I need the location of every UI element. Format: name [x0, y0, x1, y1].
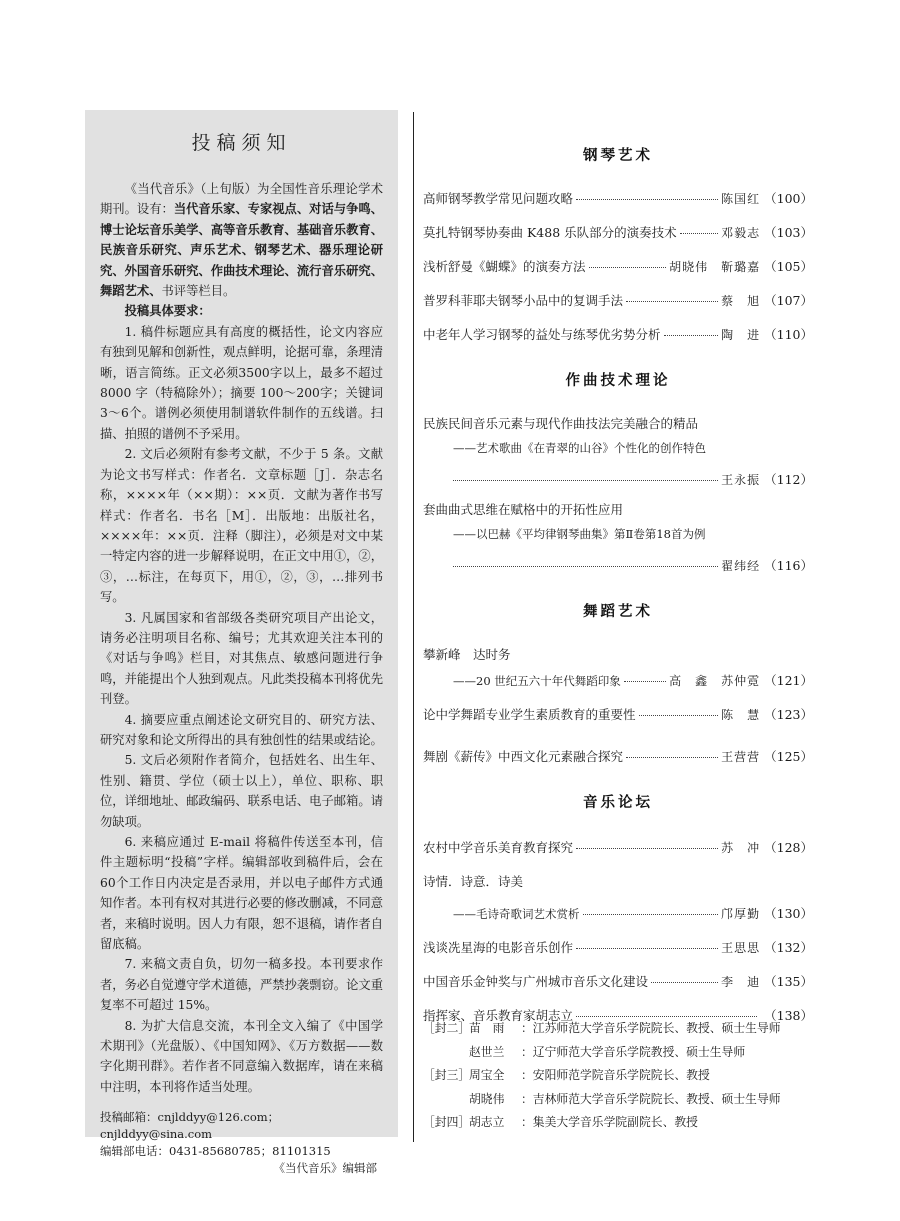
- toc-entry[interactable]: [423, 325, 813, 343]
- entry-author: 苏 冲: [721, 841, 761, 855]
- toc-entry[interactable]: [423, 705, 813, 723]
- cover-label: ［封四］: [423, 1115, 471, 1129]
- cover-label: ［封二］: [423, 1021, 471, 1035]
- entry-author: 胡晓伟 靳璐嘉: [669, 260, 761, 274]
- entry-title: 浅析舒曼《蝴蝶》的演奏方法: [423, 259, 586, 274]
- leader-dots: [626, 757, 718, 758]
- rule-7: 7. 来稿文责自负，切勿一稿多投。本刊要求作者，务必自觉遵守学术道德，严禁抄袭剽窃。论文重复率不可超过 15%。: [100, 957, 383, 1013]
- toc-entry[interactable]: [423, 938, 813, 956]
- entry-title: 浅谈冼星海的电影音乐创作: [423, 940, 574, 955]
- rule-2: 2. 文后必须附有参考文献，不少于 5 条。文献为论文书写样式：作者名．文章标题［J］．杂志名称，××××年（××期）：××页．文献为著作书写样式：作者名．书名［M］．出版地：出版社名，××××年：××页．注释（脚注），必须是对文中某一特定内容的进一步解释说明，在正文中用①，②，③，…标注，在每页下，用①，②，③，…排列书写。: [100, 447, 383, 605]
- cover-credit-line: [423, 1064, 781, 1088]
- leader-dots: [626, 301, 718, 302]
- cover-name: 苗 雨: [469, 1021, 505, 1035]
- phone-line: 编辑部电话：0431-85680785；81101315: [100, 1144, 331, 1159]
- toc-entry[interactable]: [423, 556, 813, 574]
- email-line: 投稿邮箱：cnjlddyy@126.com；cnjlddyy@sina.com: [100, 1110, 280, 1142]
- rule-5: 5. 文后必须附作者简介，包括姓名、出生年、性别、籍贯、学位（硕士以上），单位、职称、职位，详细地址、邮政编码、联系电话、电子邮箱。请勿缺项。: [100, 753, 383, 829]
- leader-dots: [589, 267, 667, 268]
- entry-page: （132）: [764, 940, 813, 955]
- contact-info: [100, 1109, 383, 1177]
- intro-text: 《当代音乐》（上旬版）为全国性音乐理论学术期刊。设有：: [100, 182, 383, 217]
- toc-entry[interactable]: [423, 470, 813, 488]
- entry-title: 舞剧《薪传》中西文化元素融合探究: [423, 749, 624, 764]
- entry-page: （138）: [764, 1008, 813, 1023]
- entry-subtitle: ——20 世纪五六十年代舞蹈印象: [453, 674, 621, 688]
- leader-dots: [576, 948, 718, 949]
- entry-page: （112）: [764, 472, 813, 487]
- toc-entry[interactable]: [423, 223, 813, 241]
- entry-author: 王思思: [721, 941, 761, 955]
- rule-4: 4. 摘要应重点阐述论文研究目的、研究方法、研究对象和论文所得出的具有独创性的结果或结论。: [100, 712, 383, 747]
- leader-dots: [583, 914, 719, 915]
- leader-dots: [576, 848, 718, 849]
- entry-author: 陶 进: [721, 328, 761, 342]
- cover-desc: ：安阳师范学院音乐学院院长、教授: [521, 1068, 710, 1082]
- entry-title: 农村中学音乐美育教育探究: [423, 840, 574, 855]
- entry-author: 翟纬经: [721, 559, 761, 573]
- entry-page: （123）: [764, 707, 813, 722]
- entry-page: （103）: [764, 225, 813, 240]
- entry-title[interactable]: 民族民间音乐元素与现代作曲技法完美融合的精品: [423, 416, 699, 431]
- leader-dots: [624, 681, 666, 682]
- entry-page: （110）: [764, 327, 813, 342]
- entry-page: （130）: [764, 906, 813, 921]
- section-title-forum: 音乐论坛: [583, 795, 653, 811]
- leader-dots: [453, 566, 718, 567]
- toc-entry[interactable]: [423, 671, 813, 689]
- section-title-piano: 钢琴艺术: [583, 148, 653, 164]
- entry-author: 陈 慧: [721, 708, 761, 722]
- submission-notice-box: [85, 110, 398, 1176]
- entry-title: 中国音乐金钟奖与广州城市音乐文化建设: [423, 974, 649, 989]
- entry-page: （105）: [764, 259, 813, 274]
- toc-entry[interactable]: [423, 904, 813, 922]
- cover-name: 赵世兰: [469, 1044, 505, 1059]
- entry-title: 中老年人学习钢琴的益处与练琴优劣势分析: [423, 327, 661, 342]
- intro-tail: 书评等栏目。: [161, 284, 236, 299]
- leader-dots: [664, 335, 719, 336]
- entry-subtitle: ——毛诗奇歌词艺术赏析: [453, 907, 580, 921]
- entry-page: （107）: [764, 293, 813, 308]
- entry-title: 指挥家、音乐教育家胡志立: [423, 1008, 574, 1023]
- entry-page: （121）: [764, 673, 813, 688]
- toc-entry[interactable]: [423, 747, 813, 765]
- cover-desc: ：辽宁师范大学音乐学院教授、硕士生导师: [521, 1044, 746, 1059]
- toc-entry[interactable]: [423, 257, 813, 275]
- table-of-contents: [423, 130, 813, 1024]
- entry-page: （135）: [764, 974, 813, 989]
- cover-credit-line: [423, 1088, 781, 1112]
- cover-credit-line: [423, 1017, 781, 1041]
- entry-title: 高师钢琴教学常见问题攻略: [423, 191, 574, 206]
- cover-credits: [423, 1017, 781, 1135]
- entry-subtitle: ——艺术歌曲《在青翠的山谷》个性化的创作特色: [453, 441, 706, 455]
- entry-title[interactable]: 诗情．诗意．诗美: [423, 874, 524, 889]
- cover-desc: ：吉林师范大学音乐学院院长、教授、硕士生导师: [521, 1091, 781, 1106]
- cover-name: 胡志立: [469, 1115, 505, 1129]
- cover-credit-line: [423, 1041, 781, 1065]
- requirements-heading: 投稿具体要求：: [124, 303, 211, 319]
- entry-author: 邝厚勤: [721, 907, 761, 921]
- entry-page: （100）: [764, 191, 813, 206]
- cover-desc: ：江苏师范大学音乐学院院长、教授、硕士生导师: [521, 1021, 781, 1035]
- entry-subtitle: ——以巴赫《平均律钢琴曲集》第Ⅱ卷第18首为例: [453, 527, 706, 541]
- rule-1: 1. 稿件标题应具有高度的概括性，论文内容应有独到见解和创新性，观点鲜明，论据可靠，条理清晰，语言简练。正文必须3500字以上，最多不超过 8000 字（特稿除外）；摘要 100～200字；关键词3～6个。谱例必须使用制谱软件制作的五线谱。扫描、拍照的谱例不予采用。: [100, 324, 383, 441]
- leader-dots: [453, 480, 718, 481]
- toc-entry[interactable]: [423, 189, 813, 207]
- rule-6: 6. 来稿应通过 E-mail 将稿件传送至本刊，信件主题标明“投稿”字样。编辑部收到稿件后，会在60个工作日内决定是否录用，并以电子邮件方式通知作者。本刊有权对其进行必要的修改删减，不同意者，来稿时说明。因人力有限，恕不退稿，请作者自留底稿。: [100, 835, 383, 952]
- cover-name: 胡晓伟: [469, 1091, 505, 1106]
- notice-intro: [100, 179, 383, 301]
- toc-entry[interactable]: [423, 838, 813, 856]
- rule-8: 8. 为扩大信息交流，本刊全文入编了《中国学术期刊》（光盘版）、《中国知网》、《万方数据——数字化期刊群》。若作者不同意编入数据库，请在来稿中注明，本刊将作适当处理。: [100, 1018, 383, 1094]
- entry-author: 王永振: [721, 473, 761, 487]
- leader-dots: [651, 982, 718, 983]
- leader-dots: [639, 715, 719, 716]
- column-divider: [413, 112, 414, 1142]
- toc-entry[interactable]: [423, 291, 813, 309]
- entry-author: 邓毅志: [721, 226, 761, 240]
- entry-author: 陈国红: [721, 192, 761, 206]
- editorial-signature: 《当代音乐》编辑部: [273, 1161, 377, 1176]
- entry-page: （125）: [764, 749, 813, 764]
- toc-entry[interactable]: [423, 972, 813, 990]
- section-title-dance: 舞蹈艺术: [583, 604, 653, 620]
- cover-name: 周宝全: [469, 1068, 505, 1082]
- section-title-composition: 作曲技术理论: [565, 373, 671, 389]
- cover-label: ［封三］: [423, 1068, 471, 1082]
- cover-desc: ：集美大学音乐学院副院长、教授: [521, 1115, 698, 1129]
- entry-title: 普罗科菲耶夫钢琴小品中的复调手法: [423, 293, 624, 308]
- entry-title[interactable]: 攀新峰 达时务: [423, 647, 511, 662]
- leader-dots: [680, 233, 718, 234]
- intro-columns: 当代音乐家、专家视点、对话与争鸣、博士论坛音乐美学、高等音乐教育、基础音乐教育、民族音乐研究、声乐艺术、钢琴艺术、器乐理论研究、外国音乐研究、作曲技术理论、流行音乐研究、舞蹈艺术、: [100, 201, 383, 299]
- entry-title[interactable]: 套曲曲式思维在赋格中的开拓性应用: [423, 502, 624, 517]
- cover-credit-line: [423, 1111, 781, 1135]
- rule-3: 3. 凡属国家和省部级各类研究项目产出论文，请务必注明项目名称、编号；尤其欢迎关注本刊的《对话与争鸣》栏目，对其焦点、敏感问题进行争鸣，并能提出个人独到观点。凡此类投稿本刊将优先刊登。: [100, 610, 383, 707]
- leader-dots: [576, 199, 718, 200]
- entry-author: 高 鑫 苏仲霓: [669, 674, 761, 688]
- entry-title: 莫扎特钢琴协奏曲 K488 乐队部分的演奏技术: [423, 225, 677, 240]
- notice-title: 投稿须知: [191, 132, 292, 154]
- entry-title: 论中学舞蹈专业学生素质教育的重要性: [423, 707, 636, 722]
- entry-author: 蔡 旭: [721, 294, 761, 308]
- entry-author: 王营营: [721, 750, 761, 764]
- entry-author: 李 迪: [721, 975, 761, 989]
- entry-page: （128）: [764, 840, 813, 855]
- entry-page: （116）: [764, 558, 813, 573]
